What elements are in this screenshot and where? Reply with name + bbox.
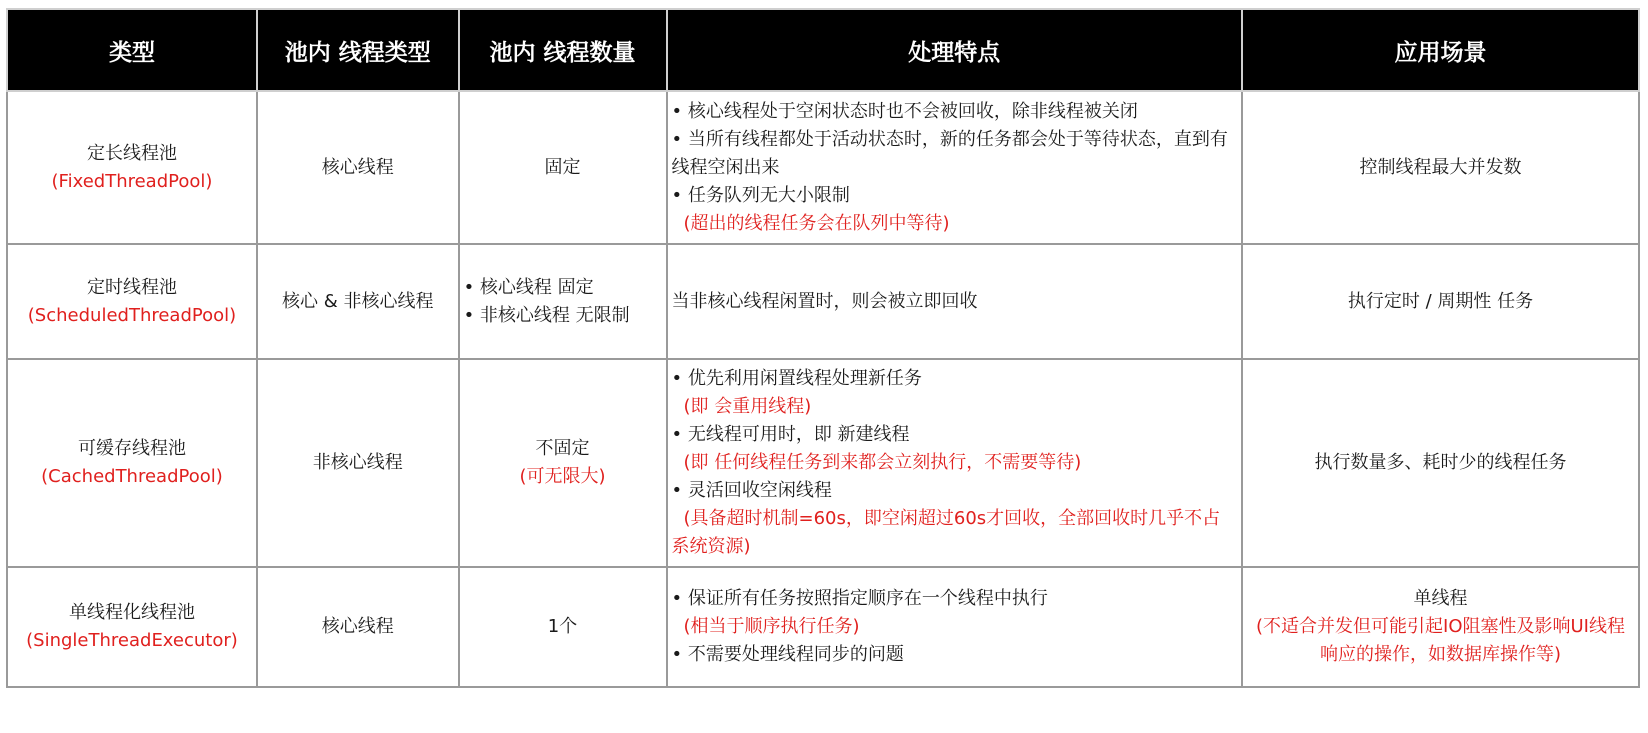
header-type: 类型 [7, 9, 257, 91]
scenario-cell: 控制线程最大并发数 [1242, 91, 1639, 244]
table-row [7, 244, 1639, 359]
thread-count-cell [459, 244, 667, 359]
thread-count-item: • 核心线程 固定 [463, 276, 594, 298]
feature-item: • 当所有线程都处于活动状态时，新的任务都会处于等待状态，直到有线程空闲出来 [671, 128, 1228, 178]
feature-note: (具备超时机制=60s，即空闲超过60s才回收，全部回收时几乎不占系统资源) [671, 508, 1221, 557]
feature-item: • 任务队列无大小限制 [671, 184, 850, 206]
thread-count-cell: 1个 [459, 567, 667, 687]
type-en-name: (FixedThreadPool) [51, 170, 213, 192]
feature-note: (即 任何线程任务到来都会立刻执行，不需要等待) [683, 452, 1082, 473]
features-cell [667, 359, 1243, 567]
type-cell [7, 359, 257, 567]
type-name: 定长线程池 [86, 142, 177, 164]
feature-item: • 核心线程处于空闲状态时也不会被回收，除非线程被关闭 [671, 100, 1138, 122]
feature-item: 当非核心线程闲置时，则会被立即回收 [671, 290, 978, 312]
feature-item: • 灵活回收空闲线程 [671, 480, 832, 501]
thread-count-cell: 固定 [459, 91, 667, 244]
feature-note: (即 会重用线程) [683, 396, 812, 417]
thread-count-item: • 非核心线程 无限制 [463, 304, 630, 326]
thread-type-cell: 核心 & 非核心线程 [257, 244, 459, 359]
feature-item: • 保证所有任务按照指定顺序在一个线程中执行 [671, 588, 1048, 609]
table-row [7, 567, 1639, 687]
feature-item: • 优先利用闲置线程处理新任务 [671, 368, 922, 389]
thread-count-cell [459, 359, 667, 567]
scenario-cell: 执行数量多、耗时少的线程任务 [1242, 359, 1639, 567]
features-cell [667, 244, 1243, 359]
thread-type-cell: 核心线程 [257, 91, 459, 244]
thread-count-value: 不固定 [535, 438, 590, 459]
scenario-value: 单线程 [1413, 588, 1468, 609]
feature-item: • 不需要处理线程同步的问题 [671, 644, 904, 665]
scenario-note: (不适合并发但可能引起IO阻塞性及影响UI线程响应的操作，如数据库操作等) [1256, 616, 1625, 665]
header-row [7, 9, 1639, 91]
thread-pool-table [6, 8, 1640, 688]
thread-count-note: (可无限大) [519, 466, 606, 487]
type-en-name: (ScheduledThreadPool) [27, 304, 237, 326]
type-name: 定时线程池 [86, 276, 177, 298]
table-row [7, 91, 1639, 244]
feature-item: • 无线程可用时，即 新建线程 [671, 424, 910, 445]
thread-type-cell: 核心线程 [257, 567, 459, 687]
type-name: 单线程化线程池 [68, 602, 195, 623]
features-cell [667, 91, 1243, 244]
type-en-name: (SingleThreadExecutor) [26, 630, 238, 651]
type-cell [7, 91, 257, 244]
type-cell [7, 244, 257, 359]
feature-note: (超出的线程任务会在队列中等待) [683, 212, 950, 234]
type-en-name: (CachedThreadPool) [41, 466, 223, 487]
table-row [7, 359, 1639, 567]
thread-type-cell: 非核心线程 [257, 359, 459, 567]
header-features: 处理特点 [667, 9, 1243, 91]
type-name: 可缓存线程池 [77, 438, 186, 459]
header-scenario: 应用场景 [1242, 9, 1639, 91]
scenario-cell [1242, 567, 1639, 687]
scenario-cell: 执行定时 / 周期性 任务 [1242, 244, 1639, 359]
feature-note: (相当于顺序执行任务) [683, 616, 860, 637]
features-cell [667, 567, 1243, 687]
header-thread-count: 池内 线程数量 [459, 9, 667, 91]
type-cell [7, 567, 257, 687]
header-thread-type: 池内 线程类型 [257, 9, 459, 91]
